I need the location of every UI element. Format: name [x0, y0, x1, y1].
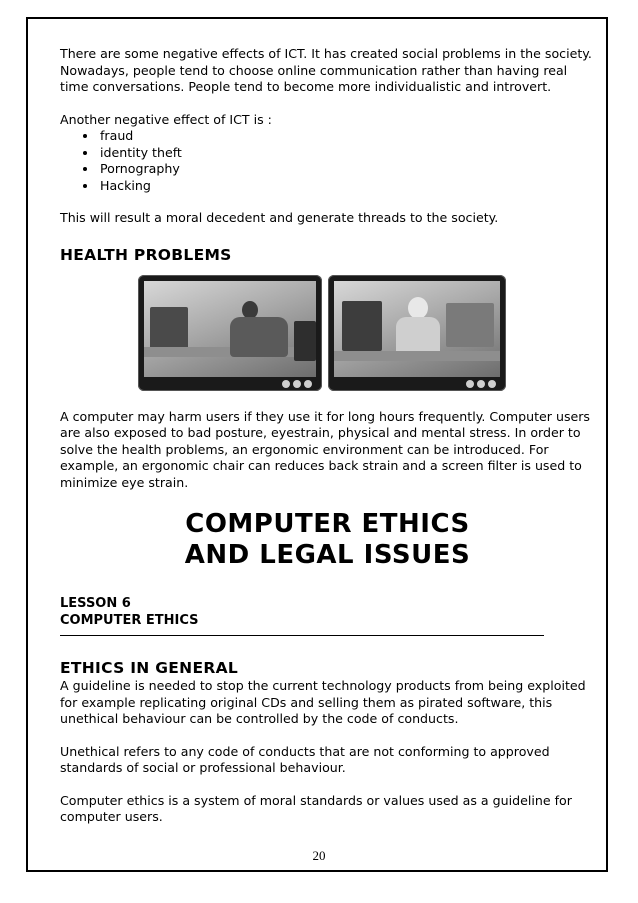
ethics-in-general-heading: ETHICS IN GENERAL: [60, 659, 239, 677]
list-item: • identity theft: [98, 145, 595, 162]
lesson-title: COMPUTER ETHICS: [60, 613, 199, 628]
chapter-title-line-1: COMPUTER ETHICS: [185, 509, 470, 539]
lesson-header: [60, 595, 595, 629]
intro-paragraph-1: There are some negative effects of ICT. It has created social problems in the society. Nowadays, people tend to choose online communication rather than having real time conversations. People tend to become more individualistic and introvert.: [60, 46, 592, 94]
intro-paragraph-2: Another negative effect of ICT is :: [60, 111, 272, 127]
chapter-title-line-2: AND LEGAL ISSUES: [184, 540, 471, 570]
health-problems-heading: HEALTH PROBLEMS: [60, 245, 232, 264]
page-number: 20: [312, 848, 326, 863]
photo-woman-at-computer: [328, 275, 506, 391]
ethics-paragraph-1: A guideline is needed to stop the current technology products from being exploited for example replicating original CDs and selling them as pirated software, this unethical behaviour can be controlled by the code of conducts.: [60, 678, 586, 726]
ethics-paragraph-3: Computer ethics is a system of moral standards or values used as a guideline for computer users.: [60, 792, 572, 824]
ethics-paragraph-2: Unethical refers to any code of conducts that are not conforming to approved standards of social or professional behaviour.: [60, 743, 550, 775]
photo-strip: [138, 275, 595, 391]
negative-effects-list: [60, 128, 595, 194]
intro-paragraph-3: This will result a moral decedent and generate threads to the society.: [60, 210, 499, 225]
lesson-number: LESSON 6: [60, 596, 131, 611]
health-paragraph: A computer may harm users if they use it for long hours frequently. Computer users are also exposed to bad posture, eyestrain, physical and mental stress. In order to solve the health problems, an ergonomic environment can be introduced. For example, an ergonomic chair can reduces back strain and a screen filter is used to minimize eye strain.: [60, 408, 590, 490]
page-content: [60, 46, 595, 826]
photo-man-at-computer: [138, 275, 322, 391]
list-item: • fraud: [98, 128, 595, 145]
list-item: • Pornography: [98, 161, 595, 178]
list-item: • Hacking: [98, 178, 595, 195]
chapter-title: [60, 509, 595, 571]
